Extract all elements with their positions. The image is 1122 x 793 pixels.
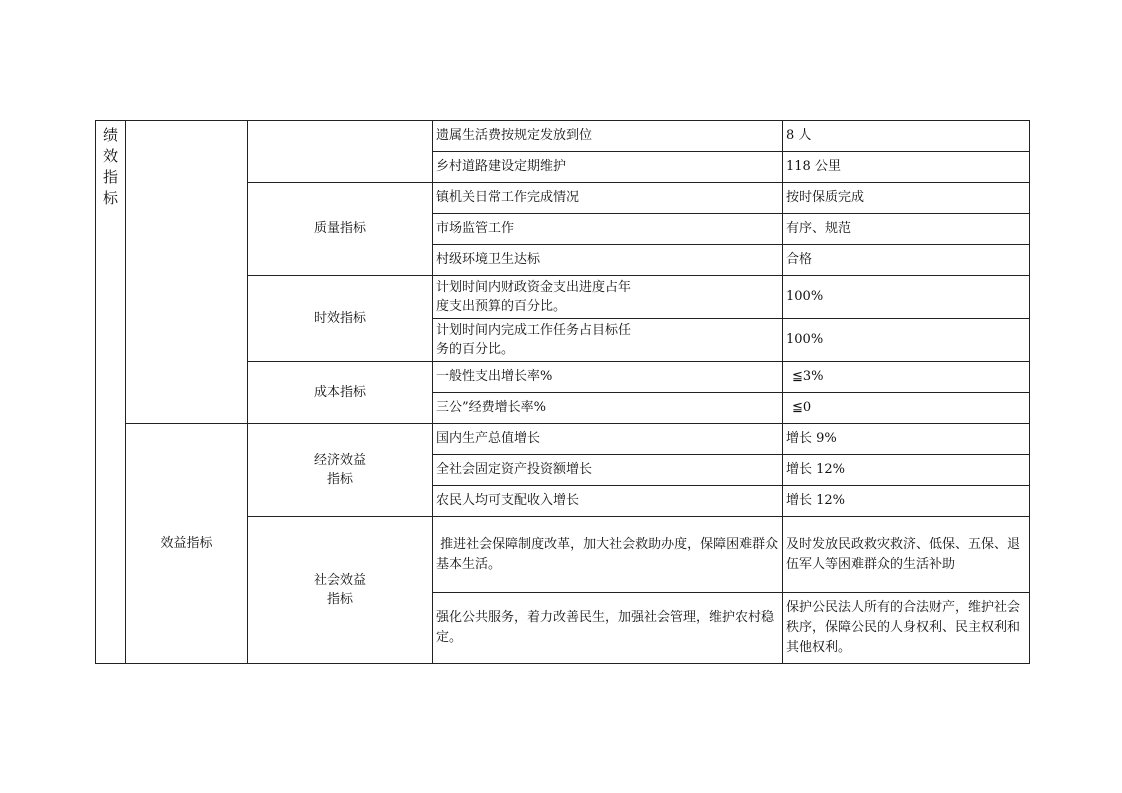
indicator-cell: 村级环境卫生达标 bbox=[433, 245, 783, 276]
value-cell: 按时保质完成 bbox=[783, 183, 1030, 214]
indicator-cell: 农民人均可支配收入增长 bbox=[433, 486, 783, 517]
table-row bbox=[96, 121, 1030, 152]
performance-indicator-table bbox=[95, 120, 1030, 664]
section-title: 绩效指标 bbox=[103, 126, 119, 207]
indicator-cell: 遗属生活费按规定发放到位 bbox=[433, 121, 783, 152]
indicator-cell: 计划时间内完成工作任务占目标任 务的百分比。 bbox=[433, 319, 783, 362]
value-cell: 合格 bbox=[783, 245, 1030, 276]
indicator-cell: 市场监管工作 bbox=[433, 214, 783, 245]
indicator-cell: 镇机关日常工作完成情况 bbox=[433, 183, 783, 214]
indicator-cell: 一般性支出增长率% bbox=[433, 362, 783, 393]
value-cell: ≦3% bbox=[783, 362, 1030, 393]
value-cell: 100% bbox=[783, 276, 1030, 319]
indicator-cell: 强化公共服务，着力改善民生，加强社会管理，维护农村稳定。 bbox=[433, 593, 783, 664]
indicator-cell: 全社会固定资产投资额增长 bbox=[433, 455, 783, 486]
level2-cost: 成本指标 bbox=[248, 362, 433, 424]
value-cell: 及时发放民政救灾救济、低保、五保、退伍军人等困难群众的生活补助 bbox=[783, 517, 1030, 593]
level2-economic: 经济效益 指标 bbox=[248, 424, 433, 517]
level2-social: 社会效益 指标 bbox=[248, 517, 433, 664]
value-cell: 100% bbox=[783, 319, 1030, 362]
table-row bbox=[96, 424, 1030, 455]
level2-blank-cell bbox=[248, 121, 433, 183]
value-cell: 增长 9% bbox=[783, 424, 1030, 455]
level1-blank-cell bbox=[126, 121, 248, 424]
indicator-cell: 推进社会保障制度改革，加大社会救助办度，保障困难群众基本生活。 bbox=[433, 517, 783, 593]
value-cell: 118 公里 bbox=[783, 152, 1030, 183]
level1-benefit: 效益指标 bbox=[126, 424, 248, 664]
value-cell: 保护公民法人所有的合法财产，维护社会秩序，保障公民的人身权利、民主权利和其他权利。 bbox=[783, 593, 1030, 664]
indicator-cell: 乡村道路建设定期维护 bbox=[433, 152, 783, 183]
level2-quality: 质量指标 bbox=[248, 183, 433, 276]
value-cell: 增长 12% bbox=[783, 486, 1030, 517]
indicator-cell: 国内生产总值增长 bbox=[433, 424, 783, 455]
value-cell: 增长 12% bbox=[783, 455, 1030, 486]
section-title-cell bbox=[96, 121, 126, 664]
indicator-cell: 计划时间内财政资金支出进度占年 度支出预算的百分比。 bbox=[433, 276, 783, 319]
value-cell: 8 人 bbox=[783, 121, 1030, 152]
indicator-cell: 三公”经费增长率% bbox=[433, 393, 783, 424]
level2-timeliness: 时效指标 bbox=[248, 276, 433, 362]
value-cell: 有序、规范 bbox=[783, 214, 1030, 245]
value-cell: ≦0 bbox=[783, 393, 1030, 424]
